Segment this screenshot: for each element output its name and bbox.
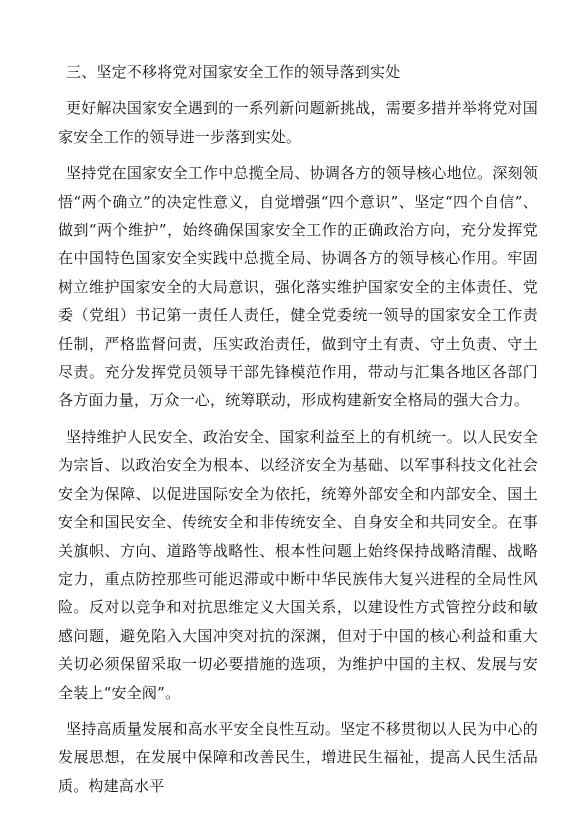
paragraph-intro: 更好解决国家安全遇到的一系列新问题新挑战，需要多措并举将党对国家安全工作的领导进一步落到实处。 — [58, 99, 538, 146]
paragraph-people-security: 坚持维护人民安全、政治安全、国家利益至上的有机统一。以人民安全为宗旨、以政治安全为根本、以经济安全为基础、以军事科技文化社会安全为保障、以促进国际安全为依托，统筹外部安全和内部安全、国土安全和国民安全、传统安全和非传统安全、自身安全和共同安全。在事关旗帜、方向、道路等战略性、根本性问题上始终保持战略清醒、战略定力，重点防控那些可能迟滞或中断中华民族伟大复兴进程的全局性风险。反对以竞争和对抗思维定义大国关系，以建设性方式管控分歧和敏感问题，避免陷入大国冲突对抗的深渊，但对于中国的核心利益和重大关切必须保留采取一切必要措施的选项，为维护中国的主权、发展与安全装上“安全阀”。 — [58, 427, 538, 702]
paragraph-spacer — [58, 151, 538, 159]
paragraph-spacer — [58, 415, 538, 423]
heading-spacer — [58, 86, 538, 94]
paragraph-party-leadership: 坚持党在国家安全工作中总揽全局、协调各方的领导核心地位。深刻领悟“两个确立”的决定性意义，自觉增强“四个意识”、坚定“四个自信”、做到“两个维护”，始终确保国家安全工作的正确政治方向，充分发挥党在中国特色国家安全实践中总揽全局、协调各方的领导核心作用。牢固树立维护国家安全的大局意识，强化落实维护国家安全的主体责任、党委（党组）书记第一责任人责任，健全党委统一领导的国家安全工作责任制，严格监督问责，压实政治责任，做到守土有责、守土负责、守土尽责。充分发挥党员领导干部先锋模范作用，带动与汇集各地区各部门各方面力量，万众一心，统筹联动，形成构建新安全格局的强大合力。 — [58, 164, 538, 410]
paragraph-development-security: 坚持高质量发展和高水平安全良性互动。坚定不移贯彻以人民为中心的发展思想，在发展中保障和改善民生，增进民生福祉，提高人民生活品质。构建高水平 — [58, 719, 538, 795]
document-body — [58, 58, 538, 800]
paragraph-spacer — [58, 707, 538, 715]
section-heading: 三、坚定不移将党对国家安全工作的领导落到实处 — [66, 63, 401, 81]
